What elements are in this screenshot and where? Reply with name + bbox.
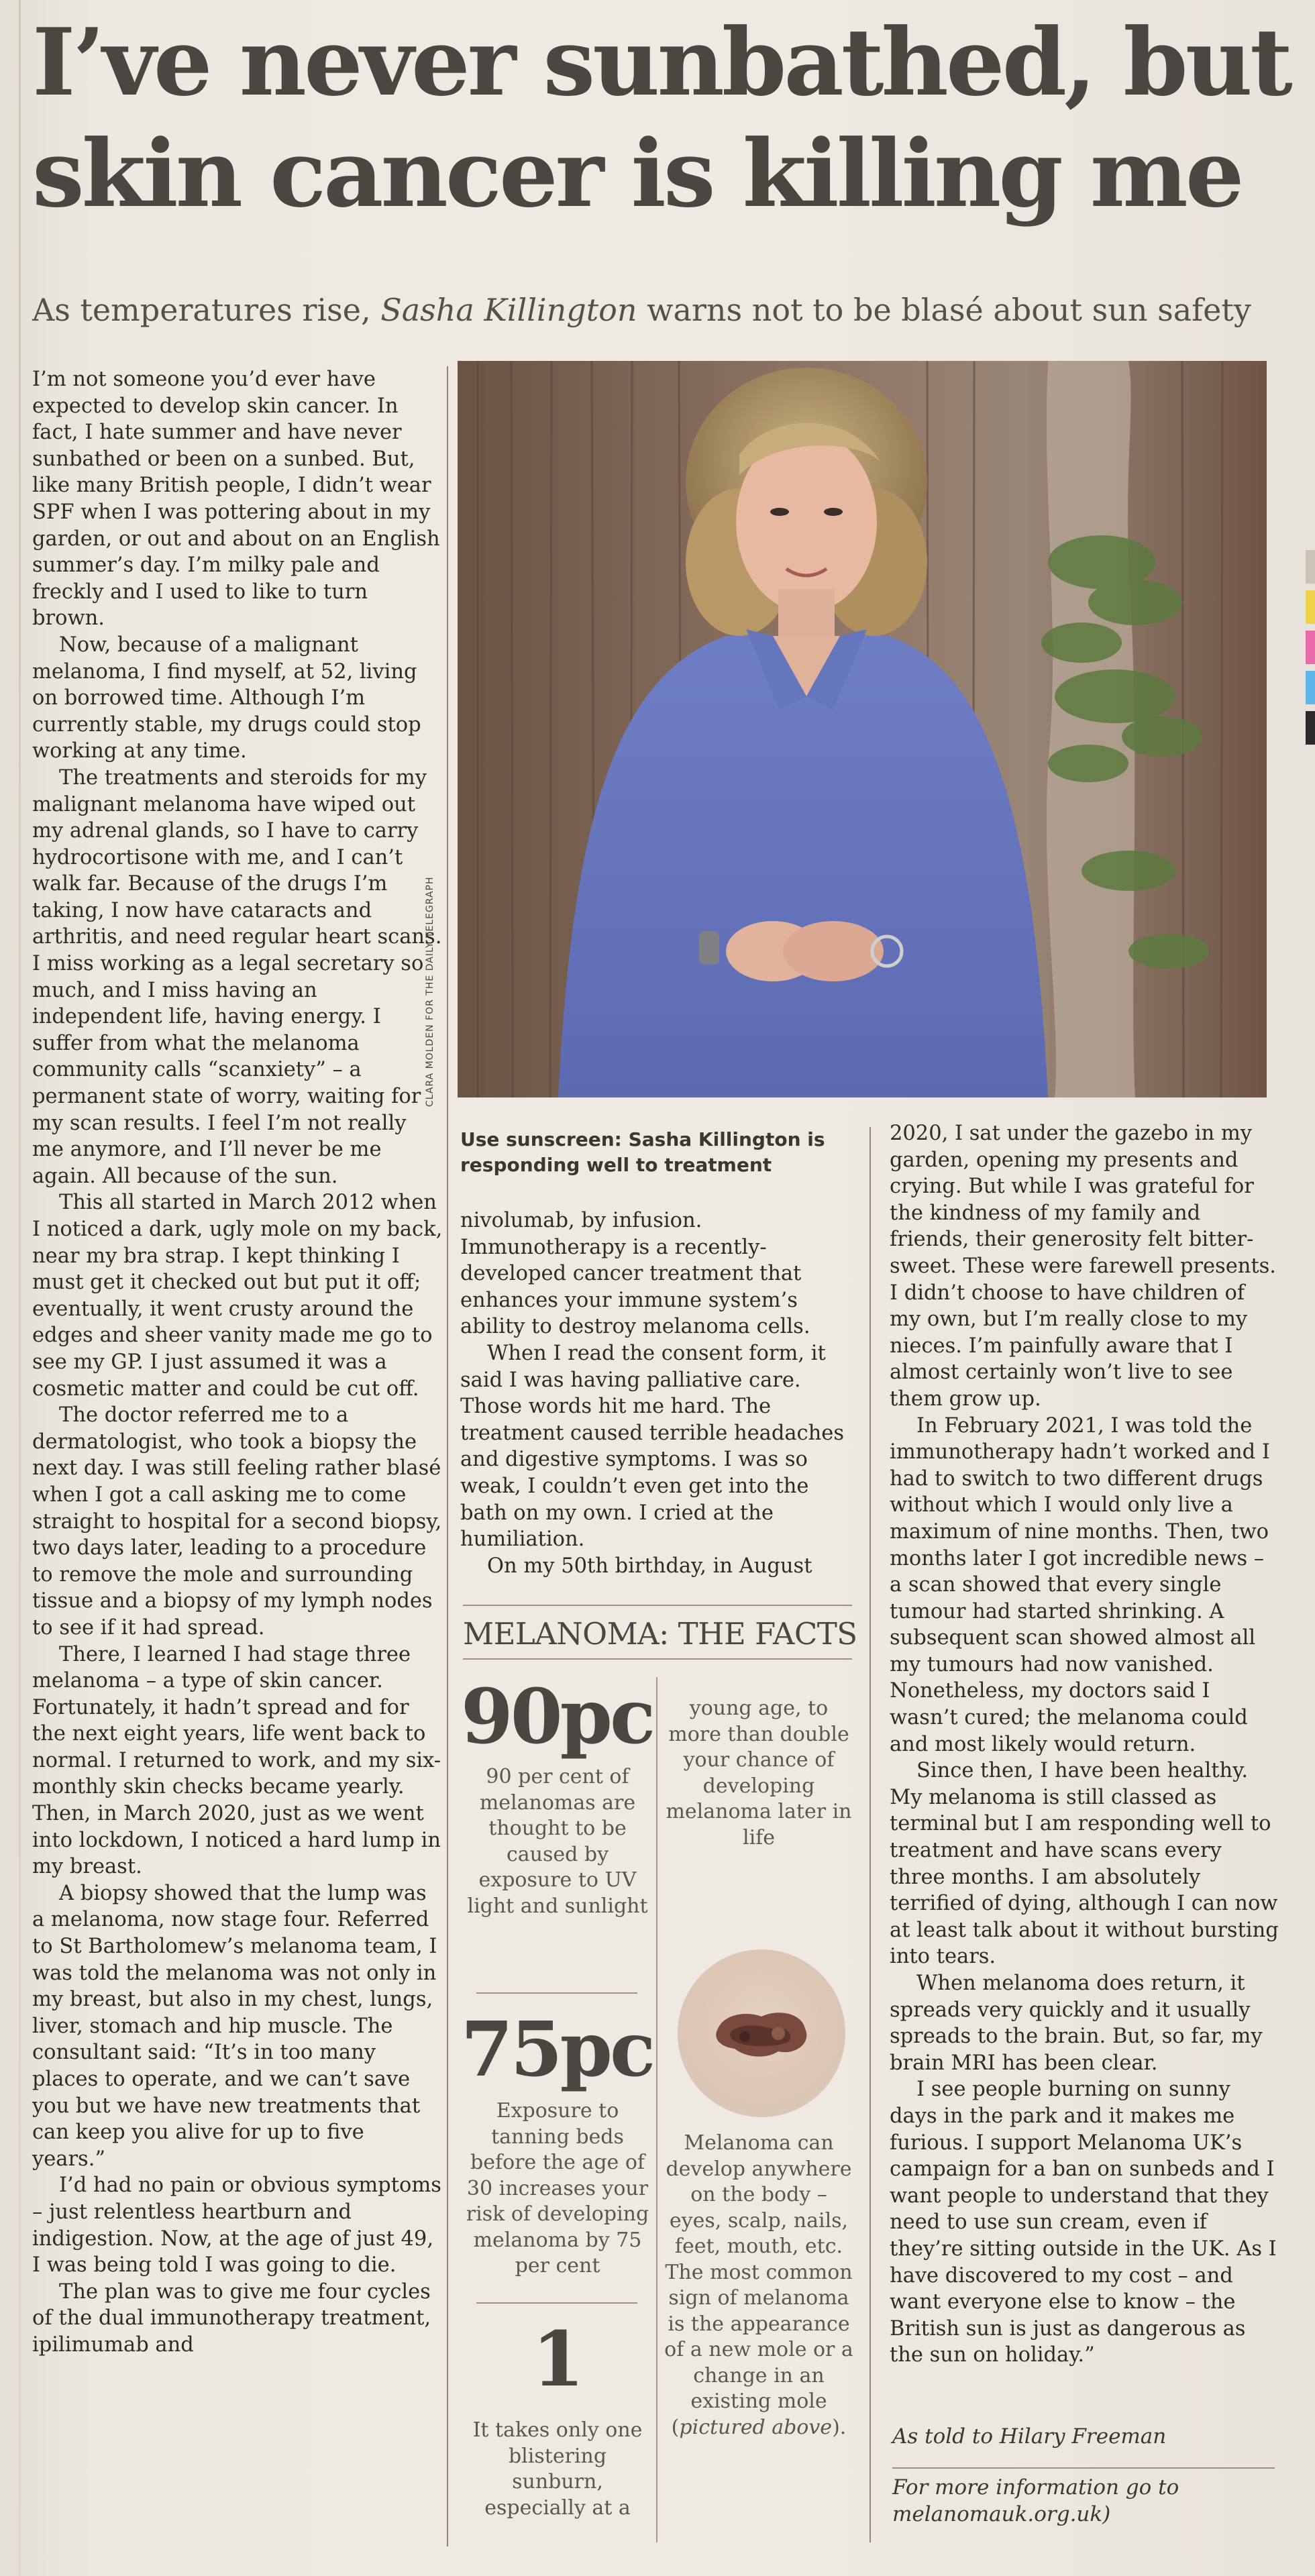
stat-75pc-text: Exposure to tanning beds before the age of 30 increases your risk of developing melanoma by 75 per cent (466, 2099, 649, 2277)
photo-credit: CLARA MOLDEN FOR THE DAILY TELEGRAPH (425, 876, 435, 1107)
standfirst (32, 290, 1280, 330)
facts-rule (476, 2302, 637, 2304)
column-rule-1 (447, 366, 448, 2546)
portrait-illustration (458, 361, 1267, 1097)
facts-right-top: young age, to more than double your chance of developing melanoma later in life (666, 1697, 852, 1849)
paragraph: The treatments and steroids for my malignant melanoma have wiped out my adrenal glands, so I have to carry hydrocortisone with me, and I can’t walk far. Because of the drugs I’m taking, I now have cataracts and arthritis, and need regular heart scans. I miss working as a legal secretary so much, and I miss having an independent life, having energy. I suffer from what the melanoma community calls “scanxiety” – a permanent state of worry, waiting for my scan results. I feel I’m not really me anymore, and I’ll never be me again. All because of the sun. (32, 765, 442, 1188)
paragraph: 2020, I sat under the gazebo in my garden, opening my presents and crying. But while I was grateful for the kindness of my family and friends, their generosity felt bitter-sweet. These were farewell presents. I didn’t choose to have children of my own, but I’m really close to my nieces. I’m painfully aware that I almost certainly won’t live to see them grow up. (890, 1122, 1276, 1411)
standfirst-tail: warns not to be blasé about sun safety (637, 292, 1251, 328)
paragraph: Since then, I have been healthy. My melanoma is still classed as terminal but I am responding well to treatment and have scans every three months. I am absolutely terrified of dying, although I can now at least talk about it without bursting into tears. (890, 1759, 1279, 1969)
paragraph: On my 50th birthday, in August (487, 1554, 812, 1578)
headline-line-1: I’ve never sunbathed, but (32, 7, 1290, 117)
facts-right-bottom-text: Melanoma can develop anywhere on the body – eyes, scalp, nails, feet, mouth, etc. The most common sign of melanoma is the appearance of a new mole or a change in an existing mole ( (664, 2131, 853, 2439)
paragraph: When I read the consent form, it said I was having palliative care. Those words hit me hard. The treatment caused terrible headaches and digestive symptoms. I was so weak, I couldn’t even get into the bath on my own. I cried at the humiliation. (460, 1341, 844, 1552)
page-fold-shadow (19, 0, 21, 2576)
mole-illustration (678, 1949, 845, 2117)
stat-1-text: It takes only one blistering sunburn, especially at a (472, 2418, 643, 2520)
paragraph: I’m not someone you’d ever have expected to develop skin cancer. In fact, I hate summer and have never sunbathed or been on a sunbed. But, like many British people, I didn’t wear SPF when I was pottering about in my garden, or out and about on an English summer’s day. I’m milky pale and freckly and I used to like to turn brown. (32, 368, 440, 631)
facts-title: MELANOMA: THE FACTS (463, 1616, 857, 1652)
paragraph: The plan was to give me four cycles of the dual immunotherapy treatment, ipilimumab and (32, 2279, 431, 2357)
paragraph: I see people burning on sunny days in the park and it makes me furious. I support Melanoma UK’s campaign for a ban on sunbeds and I want people to understand that they need to use sun cream, even if they’re sitting outside in the UK. As I have discovered to my cost – and want everyone else to know – the British sun is just as dangerous as the sun on holiday.” (890, 2078, 1277, 2367)
article-column-3 (890, 1120, 1279, 2369)
stat-1 (456, 2316, 658, 2404)
stat-75pc (456, 2006, 658, 2094)
mole-photo (678, 1949, 845, 2117)
more-info-note: For more information go to melanomauk.org.uk) (892, 2475, 1179, 2526)
paragraph: nivolumab, by infusion. Immunotherapy is a recently-developed cancer treatment that enhances your immune system’s ability to destroy melanoma cells. (460, 1209, 810, 1339)
told-to-byline: As told to Hilary Freeman (892, 2424, 1167, 2449)
standfirst-author: Sasha Killington (380, 292, 637, 328)
facts-right-bottom-emphasis: pictured above (679, 2415, 833, 2439)
column-rule-2 (870, 1127, 871, 2542)
stat-90pc (456, 1673, 658, 1761)
stat-number: 75pc (460, 2006, 653, 2094)
facts-right-bottom (664, 2131, 853, 2440)
facts-rule (476, 1992, 637, 1994)
facts-title-rule (463, 1658, 852, 1660)
headline (32, 7, 1290, 229)
headline-line-2: skin cancer is killing me (32, 119, 1242, 228)
article-column-2 (460, 1208, 852, 1579)
paragraph: There, I learned I had stage three melanoma – a type of skin cancer. Fortunately, it hadn’t spread and for the next eight years, life went back to normal. I returned to work, and my six-monthly skin checks became yearly. Then, in March 2020, just as we went into lockdown, I noticed a hard lump in my breast. (32, 1642, 441, 1879)
paragraph: This all started in March 2012 when I noticed a dark, ugly mole on my back, near my bra strap. I kept thinking I must get it checked out but put it off; eventually, it went crusty around the edges and sheer vanity made me go to see my GP. I just assumed it was a cosmetic matter and could be cut off. (32, 1191, 443, 1401)
stat-number: 90pc (460, 1673, 653, 1761)
paragraph: In February 2021, I was told the immunotherapy hadn’t worked and I had to switch to two different drugs without which I would only live a maximum of nine months. Then, two months later I got incredible news – a scan showed that every single tumour had started shrinking. A subsequent scan showed almost all my tumours had now vanished. Nonetheless, my doctors said I wasn’t cured; the melanoma could and most likely would return. (890, 1413, 1270, 1756)
portrait-photo (458, 361, 1267, 1097)
facts-right-bottom-end: ). (832, 2415, 847, 2439)
paragraph: When melanoma does return, it spreads very quickly and it usually spreads to the brain. But, so far, my brain MRI has been clear. (890, 1972, 1263, 2075)
facts-divider (656, 1677, 658, 2542)
footer-rule (892, 2467, 1275, 2469)
paragraph: Now, because of a malignant melanoma, I find myself, at 52, living on borrowed time. Although I’m currently stable, my drugs could stop working at any time. (32, 633, 421, 763)
stat-90pc-text: 90 per cent of melanomas are thought to be caused by exposure to UV light and sunlight (467, 1765, 648, 1918)
print-registration-marks (1302, 550, 1315, 778)
paragraph: The doctor referred me to a dermatologist, who took a biopsy the next day. I was still feeling rather blasé when I got a call asking me to come straight to hospital for a second biopsy, two days later, leading to a procedure to remove the mole and surrounding tissue and a biopsy of my lymph nodes to see if it had spread. (32, 1403, 442, 1640)
paragraph: A biopsy showed that the lump was a melanoma, now stage four. Referred to St Bartholomew’s melanoma team, I was told the melanoma was not only in my breast, but also in my chest, lungs, liver, stomach and hip muscle. The consultant said: “It’s in too many places to operate, and we can’t save you but we have new treatments that can keep you alive for up to five years.” (32, 1881, 437, 2171)
standfirst-lead: As temperatures rise, (32, 292, 381, 328)
article-column-1 (32, 366, 443, 2359)
facts-top-rule (463, 1605, 852, 1606)
paragraph: I’d had no pain or obvious symptoms – just relentless heartburn and indigestion. Now, at the age of just 49, I was being told I was going to die. (32, 2174, 441, 2277)
photo-caption: Use sunscreen: Sasha Killington is responding well to treatment (460, 1128, 825, 1176)
stat-number: 1 (532, 2316, 582, 2404)
